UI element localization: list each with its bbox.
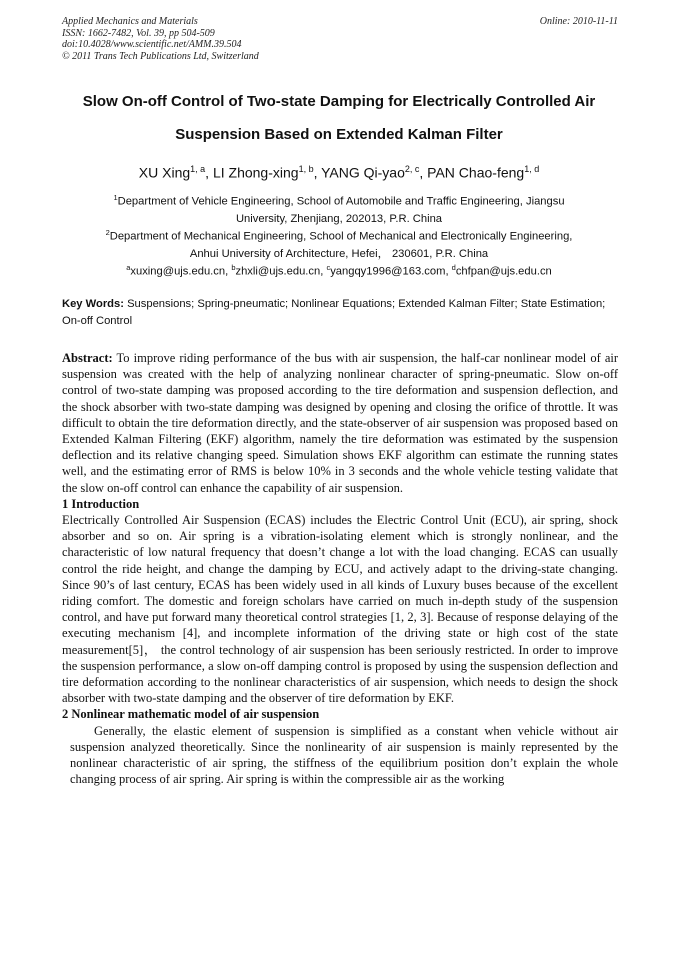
section-paragraph: Electrically Controlled Air Suspension (ECAS) includes the Electric Control Unit (ECU), air spring, shock absorber and so on. Air spring is a vibration-isolating element which is strongly nonlinear, and the characteristic of low natural frequency that doesn’t change a lot with the load changing. ECAS can usually control the ride height, and change the damping by ECU, and actively adapt to the driving-state changing. Since 90’s of last century, ECAS has been widely used in all kinds of Luxury buses because of the excellent riding comfort. The domestic and foreign scholars have carried on much in-depth study of the suspension control, and have put forward many theoretical control strategies [1, 2, 3]. Because of response delaying of the executing mechanism [4], and incomplete information of the driving state or high cost of the state measurement[5]， the control technology of air suspension has been seriously restricted. In order to improve the suspension performance, a slow on-off damping control is proposed by using the suspension deflection and tire deformation according to the nonlinear characteristics of air suspension, which needs to design the shock absorber with two-state damping and the observer of tire deformation by EKF. [62, 513, 618, 706]
author-list: XU Xing$^{1, a}$, LI Zhong-xing$^{1, b}$, YANG Qi-yao$^{2, c}$, PAN Chao-feng$^{1, d}$ [138, 164, 540, 181]
affiliation-2 [40, 224, 638, 263]
email-address: chfpan@ujs.edu.cn [455, 265, 552, 278]
email-sup: c [326, 263, 331, 272]
affiliation-sup: 2 [105, 228, 110, 237]
email-sup: d [451, 263, 456, 272]
paper-title-line-1: Slow On-off Control of Two-state Damping for Electrically Controlled Air [82, 93, 596, 110]
affiliation-text: Department of Vehicle Engineering, School of Automobile and Traffic Engineering, Jiangsu [117, 195, 565, 208]
section-title: 2 Nonlinear mathematic model of air suspension [62, 707, 320, 722]
abstract-text: To improve riding performance of the bus with air suspension, the half-car nonlinear model of air suspension was created with the help of analyzing nonlinear character of spring-pneumatic. Slow on-off control of two-state damping was proposed according to the tire deformation and suspension deflection, and the shock absorber with two-state damping was designed by opening and closing the orifice of throttle. It was difficult to obtain the tire deformation directly, and the state-observer of air suspension was proposed based on Extended Kalman Filtering (EKF) algorithm, namely the tire deformation was estimated by the suspension deflection and its relative changing speed. Simulation shows EKF algorithm can estimate the running states well, and the estimating error of RMS is below 10% in 3 seconds and the whole vehicle testing validate that the slow on-off control can enhance the capability of air suspension. [62, 351, 618, 495]
journal-header [62, 16, 618, 62]
author-sup: 2, c [404, 164, 420, 174]
author-sup: 1, b [298, 164, 314, 174]
journal-name: Applied Mechanics and Materials [62, 16, 198, 27]
affiliation-text: Department of Mechanical Engineering, School of Mechanical and Electronically Engineering, [109, 230, 573, 243]
keywords-label: Key Words: [62, 298, 124, 310]
author-name: YANG Qi-yao [321, 164, 405, 181]
affiliation-1 [40, 189, 638, 228]
section-title: 1 Introduction [62, 496, 140, 511]
author-sup: 1, a [190, 164, 206, 174]
email-sup: b [231, 263, 236, 272]
email-address: zhxli@ujs.edu.cn [235, 265, 321, 278]
paper-title-line-2: Suspension Based on Extended Kalman Filter [175, 126, 503, 143]
affiliation-sup: 1 [113, 193, 118, 202]
abstract-label: Abstract: [62, 351, 113, 365]
abstract-paragraph [62, 350, 618, 496]
author-name: LI Zhong-xing [212, 164, 299, 181]
email-address: yangqy1996@163.com [330, 265, 446, 278]
email-list: $^a$xuxing@ujs.edu.cn, $^b$zhxli@ujs.edu.cn, $^c$yangqy1996@163.com, $^d$chfpan@ujs.edu.cn [126, 263, 552, 278]
author-name: PAN Chao-feng [427, 164, 525, 181]
main-text [62, 350, 618, 787]
affiliation-text: Anhui University of Architecture, Hefei， 230601, P.R. China [189, 247, 489, 260]
keywords [62, 296, 618, 330]
issn-line: ISSN: 1662-7482, Vol. 39, pp 504-509 [62, 27, 215, 39]
author-sup: 1, d [524, 164, 540, 174]
email-address: xuxing@ujs.edu.cn [130, 265, 226, 278]
copyright-line: © 2011 Trans Tech Publications Ltd, Switzerland [62, 50, 259, 62]
keywords-text: Suspensions; Spring-pneumatic; Nonlinear Equations; Extended Kalman Filter; State Estimation; On-off Control [62, 298, 606, 327]
section-paragraph: Generally, the elastic element of suspension is simplified as a constant when vehicle without air suspension analyzed theoretically. Since the nonlinearity of air suspension is mainly represented by the nonlinear characteristic of air spring, the stiffness of the equilibrium position don’t explain the whole changing process of air spring. Air spring is within the compressible air as the working [70, 723, 618, 787]
affiliation-text: University, Zhenjiang, 202013, P.R. China [235, 212, 443, 225]
online-date: Online: 2010-11-11 [539, 16, 618, 27]
doi-line: doi:10.4028/www.scientific.net/AMM.39.504 [62, 39, 242, 50]
email-sup: a [126, 263, 131, 272]
author-name: XU Xing [138, 164, 191, 181]
